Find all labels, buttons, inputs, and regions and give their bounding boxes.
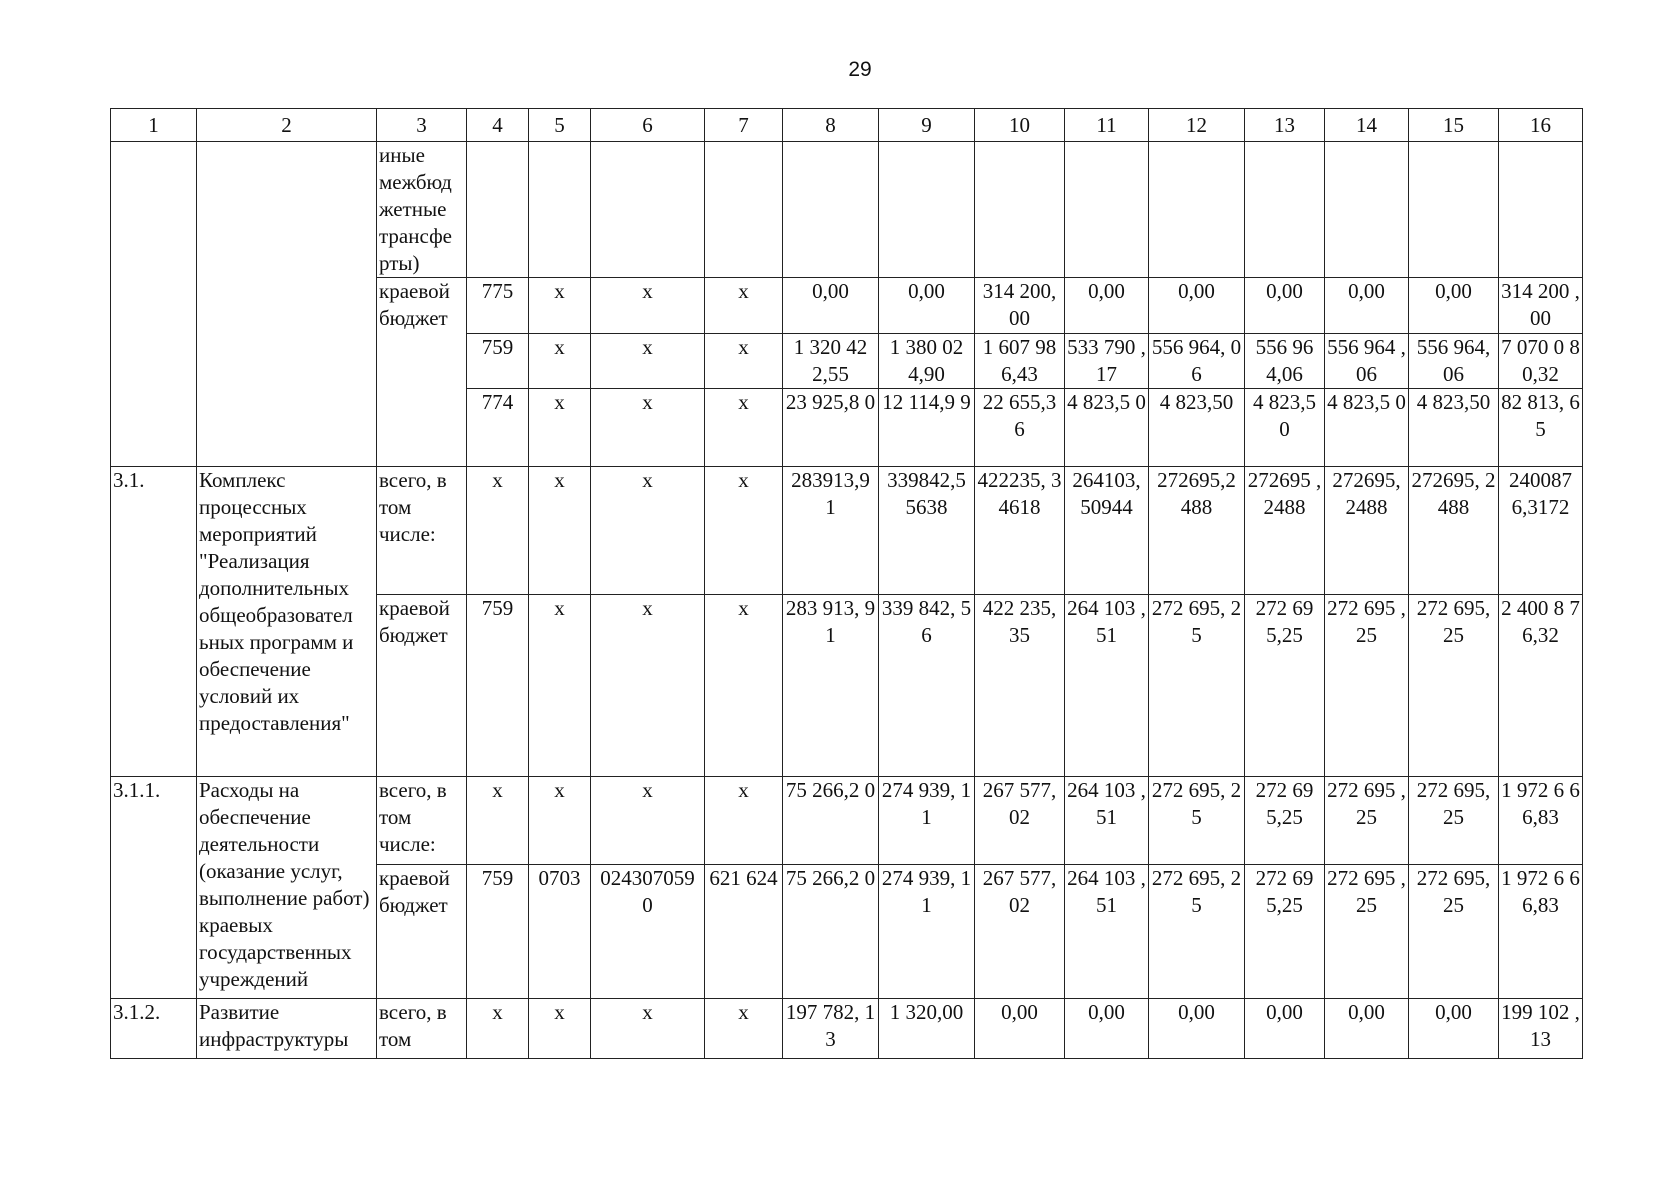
- table-cell: 272 695, 25: [1409, 777, 1499, 865]
- table-cell: x: [591, 467, 705, 595]
- table-cell: 0,00: [1325, 278, 1409, 334]
- table-cell: 1 972 6 66,83: [1499, 865, 1583, 999]
- table-cell: 0,00: [879, 278, 975, 334]
- table-cell: 272695,2 488: [1149, 467, 1245, 595]
- table-cell: 283 913, 91: [783, 595, 879, 777]
- table-cell: 339842,5 5638: [879, 467, 975, 595]
- table-cell: 3.1.: [111, 467, 197, 777]
- table-cell: 272 69 5,25: [1245, 777, 1325, 865]
- table-cell: 621 624: [705, 865, 783, 999]
- table-row: [111, 999, 1583, 1059]
- table-row: [111, 467, 1583, 595]
- table-cell: 4 823,50: [1409, 389, 1499, 467]
- table-cell: краевой бюджет: [377, 865, 467, 999]
- header-cell: 16: [1499, 109, 1583, 142]
- table-cell: 1 972 6 66,83: [1499, 777, 1583, 865]
- table-cell: 272 695, 25: [1149, 865, 1245, 999]
- table-cell: 272 69 5,25: [1245, 865, 1325, 999]
- table-cell: 759: [467, 595, 529, 777]
- table-cell: 274 939, 11: [879, 777, 975, 865]
- table-cell: Расходы на обеспечение деятельности (оказание услуг, выполнение работ) краевых государственных учреждений: [197, 777, 377, 999]
- table-cell: 339 842, 56: [879, 595, 975, 777]
- table-cell: 775: [467, 278, 529, 334]
- table-cell: [1149, 142, 1245, 278]
- table-cell: 422 235, 35: [975, 595, 1065, 777]
- table-cell: 759: [467, 334, 529, 389]
- table-cell: 274 939, 11: [879, 865, 975, 999]
- table-cell: 0,00: [1149, 278, 1245, 334]
- table-cell: [1065, 142, 1149, 278]
- table-cell: x: [529, 999, 591, 1059]
- table-cell: x: [529, 467, 591, 595]
- table-cell: 314 200, 00: [975, 278, 1065, 334]
- table-cell: 4 823,5 0: [1245, 389, 1325, 467]
- table-cell: 0,00: [1245, 999, 1325, 1059]
- table-cell: 272 695, 25: [1409, 865, 1499, 999]
- table-cell: x: [705, 334, 783, 389]
- table-cell: [783, 142, 879, 278]
- table-cell: 272695, 2488: [1409, 467, 1499, 595]
- table-cell: 264103, 50944: [1065, 467, 1149, 595]
- table-cell: 272 69 5,25: [1245, 595, 1325, 777]
- table-cell: [705, 142, 783, 278]
- table-cell: 4 823,5 0: [1325, 389, 1409, 467]
- table-cell: 197 782, 13: [783, 999, 879, 1059]
- table-cell: 774: [467, 389, 529, 467]
- table-cell: 23 925,8 0: [783, 389, 879, 467]
- table-cell: x: [705, 777, 783, 865]
- table-cell: x: [591, 595, 705, 777]
- table-cell: краевой бюджет: [377, 278, 467, 467]
- table-cell: x: [529, 389, 591, 467]
- header-cell: 8: [783, 109, 879, 142]
- table-cell: 0,00: [1149, 999, 1245, 1059]
- header-cell: 14: [1325, 109, 1409, 142]
- table-cell: 0703: [529, 865, 591, 999]
- table-cell: 272 695 ,25: [1325, 595, 1409, 777]
- table-cell: x: [529, 278, 591, 334]
- table-cell: иные межбюд жетные трансфе рты): [377, 142, 467, 278]
- table-cell: 4 823,5 0: [1065, 389, 1149, 467]
- table-cell: 1 320,00: [879, 999, 975, 1059]
- table-cell: x: [529, 334, 591, 389]
- table-cell: x: [705, 278, 783, 334]
- table-cell: 556 964 ,06: [1325, 334, 1409, 389]
- header-cell: 15: [1409, 109, 1499, 142]
- table-cell: 75 266,2 0: [783, 777, 879, 865]
- table-cell: x: [705, 467, 783, 595]
- table-cell: x: [467, 467, 529, 595]
- table-cell: 0,00: [1245, 278, 1325, 334]
- table-cell: [467, 142, 529, 278]
- table-cell: 240087 6,3172: [1499, 467, 1583, 595]
- header-cell: 7: [705, 109, 783, 142]
- table-cell: 199 102 ,13: [1499, 999, 1583, 1059]
- budget-table: [110, 108, 1583, 1059]
- table-cell: 272 695 ,25: [1325, 777, 1409, 865]
- table-row: [111, 142, 1583, 278]
- table-cell: x: [705, 999, 783, 1059]
- table-cell: 556 964, 06: [1149, 334, 1245, 389]
- table-cell: [1245, 142, 1325, 278]
- table-cell: 22 655,3 6: [975, 389, 1065, 467]
- header-cell: 1: [111, 109, 197, 142]
- table-cell: 264 103 ,51: [1065, 865, 1149, 999]
- header-cell: 9: [879, 109, 975, 142]
- header-cell: 5: [529, 109, 591, 142]
- table-row: [111, 777, 1583, 865]
- table-cell: 1 607 98 6,43: [975, 334, 1065, 389]
- table-cell: 0,00: [783, 278, 879, 334]
- table-cell: 272 695, 25: [1149, 777, 1245, 865]
- table-cell: 0,00: [1065, 999, 1149, 1059]
- header-cell: 10: [975, 109, 1065, 142]
- table-cell: 75 266,2 0: [783, 865, 879, 999]
- table-cell: 283913,9 1: [783, 467, 879, 595]
- header-cell: 4: [467, 109, 529, 142]
- header-cell: 13: [1245, 109, 1325, 142]
- table-cell: 1 320 42 2,55: [783, 334, 879, 389]
- table-cell: 82 813, 65: [1499, 389, 1583, 467]
- table-cell: [1325, 142, 1409, 278]
- table-cell: всего, в том: [377, 999, 467, 1059]
- table-cell: x: [591, 389, 705, 467]
- table-cell: 272695 ,2488: [1245, 467, 1325, 595]
- table-cell: 0,00: [1325, 999, 1409, 1059]
- table-cell: x: [591, 334, 705, 389]
- table-cell: Комплекс процессных мероприятий "Реализация дополнительных общеобразовател ьных программ и обеспечение условий их предоставления": [197, 467, 377, 777]
- table-cell: 0,00: [1409, 278, 1499, 334]
- table-cell: x: [705, 389, 783, 467]
- table-cell: x: [529, 595, 591, 777]
- table-cell: x: [591, 999, 705, 1059]
- table-cell: [529, 142, 591, 278]
- table-cell: [975, 142, 1065, 278]
- table-cell: 024307059 0: [591, 865, 705, 999]
- table-cell: 759: [467, 865, 529, 999]
- table-cell: 0,00: [1065, 278, 1149, 334]
- table-cell: [879, 142, 975, 278]
- header-cell: 12: [1149, 109, 1245, 142]
- table-cell: 2 400 8 76,32: [1499, 595, 1583, 777]
- table-cell: 314 200 ,00: [1499, 278, 1583, 334]
- table-cell: [111, 142, 197, 467]
- table-cell: 272 695, 25: [1409, 595, 1499, 777]
- header-cell: 2: [197, 109, 377, 142]
- table-cell: 0,00: [975, 999, 1065, 1059]
- table-cell: Развитие инфраструктуры: [197, 999, 377, 1059]
- table-cell: 264 103 ,51: [1065, 777, 1149, 865]
- table-cell: x: [529, 777, 591, 865]
- table-cell: x: [591, 278, 705, 334]
- header-cell: 11: [1065, 109, 1149, 142]
- table-cell: x: [467, 999, 529, 1059]
- header-cell: 6: [591, 109, 705, 142]
- table-cell: 7 070 0 80,32: [1499, 334, 1583, 389]
- table-cell: [1499, 142, 1583, 278]
- table-cell: 556 96 4,06: [1245, 334, 1325, 389]
- table-cell: x: [591, 777, 705, 865]
- table-cell: 12 114,9 9: [879, 389, 975, 467]
- header-cell: 3: [377, 109, 467, 142]
- table-cell: всего, в том числе:: [377, 777, 467, 865]
- table-cell: краевой бюджет: [377, 595, 467, 777]
- table-cell: 3.1.2.: [111, 999, 197, 1059]
- table-cell: x: [705, 595, 783, 777]
- table-cell: 4 823,50: [1149, 389, 1245, 467]
- table-cell: [591, 142, 705, 278]
- page-number: 29: [848, 58, 872, 81]
- table-cell: [1409, 142, 1499, 278]
- table-cell: всего, в том числе:: [377, 467, 467, 595]
- table-cell: 422235, 34618: [975, 467, 1065, 595]
- table-cell: 556 964, 06: [1409, 334, 1499, 389]
- table-cell: 272 695, 25: [1149, 595, 1245, 777]
- header-row: [111, 109, 1583, 142]
- table-cell: 0,00: [1409, 999, 1499, 1059]
- table-cell: 3.1.1.: [111, 777, 197, 999]
- table-cell: 264 103 ,51: [1065, 595, 1149, 777]
- table-cell: 267 577, 02: [975, 865, 1065, 999]
- table-cell: 267 577, 02: [975, 777, 1065, 865]
- table-cell: [197, 142, 377, 467]
- table-cell: 272695, 2488: [1325, 467, 1409, 595]
- table-cell: x: [467, 777, 529, 865]
- table-cell: 272 695 ,25: [1325, 865, 1409, 999]
- table-cell: 533 790 ,17: [1065, 334, 1149, 389]
- table-cell: 1 380 02 4,90: [879, 334, 975, 389]
